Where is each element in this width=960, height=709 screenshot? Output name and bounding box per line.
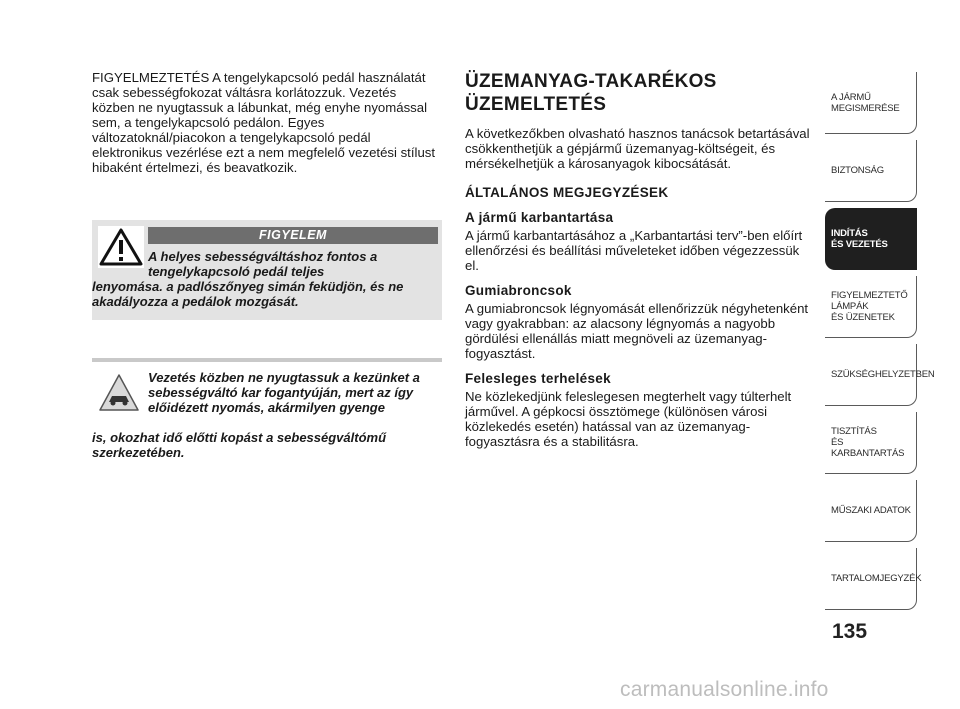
chapter-tabs — [825, 72, 935, 616]
tyres-heading: Gumiabroncsok — [465, 283, 572, 298]
loads-heading: Felesleges terhelések — [465, 371, 611, 386]
tab-label-line2: LÁMPÁK — [831, 301, 869, 312]
tab-label-line2: ÉS VEZETÉS — [831, 239, 888, 250]
caution-divider — [92, 358, 442, 362]
tab-starting-driving[interactable] — [825, 208, 917, 270]
tab-label-line1: BIZTONSÁG — [831, 165, 884, 176]
warning-text-top: A helyes sebességváltáshoz fontos a tengelykapcsoló pedál teljes — [148, 249, 378, 279]
caution-text-bottom: is, okozhat idő előtti kopást a sebességváltómű szerkezetében. — [92, 430, 387, 460]
maintenance-text: A jármű karbantartásához a „Karbantartási terv”-ben előírt ellenőrzési és beállítási műveleteket időben végezzessük el. — [465, 228, 803, 273]
tab-label-line3: ÉS ÜZENETEK — [831, 312, 895, 323]
loads-text: Ne közlekedjünk feleslegesen megterhelt vagy túlterhelt járművel. A gépkocsi össztömege (különösen városi közlekedés esetén) hatással van az üzemanyag-fogyasztásra és a stabilitásra. — [465, 389, 792, 449]
caution-box — [92, 358, 442, 458]
tab-safety[interactable] — [825, 140, 917, 202]
tab-label-line2: MEGISMERÉSE — [831, 102, 900, 114]
car-caution-icon — [98, 372, 140, 414]
caution-text-top: Vezetés közben ne nyugtassuk a kezünket a sebességváltó kar fogantyúján, mert az így előidézett nyomás, akármilyen gyenge — [148, 370, 420, 415]
tab-technical-data[interactable] — [825, 480, 917, 542]
right-column — [465, 70, 810, 449]
tab-label-line1: INDÍTÁS — [831, 228, 868, 239]
page-number: 135 — [832, 620, 868, 643]
clutch-notice: FIGYELMEZTETÉS A tengelykapcsoló pedál használatát csak sebességfokozat váltásra korlátozzuk. Vezetés közben ne nyugtassuk a lábunkat, még enyhe nyomással sem, a tengelykapcsoló pedálon. Egyes változatoknál/piacokon a tengelykapcsoló pedál elektronikus vezérlése ezt a nem megfelelő vezetési stílust hibaként értelmezi, és beavatkozik. — [92, 70, 436, 175]
tab-label-line1: TARTALOMJEGYZÉK — [831, 573, 922, 584]
tab-maintenance[interactable] — [825, 412, 917, 474]
tab-label-line1: SZÜKSÉGHELYZETBEN — [831, 369, 935, 380]
tab-emergency[interactable] — [825, 344, 935, 406]
tab-label-line1: MŰSZAKI ADATOK — [831, 505, 911, 516]
tab-label-line1: TISZTÍTÁS — [831, 426, 877, 437]
section-intro: A következőkben olvasható hasznos tanácsok betartásával csökkenthetjük a gépjármű üzemanyag-költségeit, és mérsékelhetjük a károsanyagok kibocsátását. — [465, 126, 810, 171]
section-title: ÜZEMANYAG-TAKARÉKOS ÜZEMELTETÉS — [465, 71, 717, 115]
tab-index[interactable] — [825, 548, 922, 610]
warning-heading: FIGYELEM — [148, 227, 438, 244]
tyres-text: A gumiabroncsok légnyomását ellenőrizzük négyhetenként vagy gyakrabban: az alacsony légnyomás a nagyobb gördülési ellenállás miatt megnöveli az üzemanyag-fogyasztást. — [465, 301, 809, 361]
warning-box — [92, 220, 442, 320]
tab-vehicle[interactable] — [825, 72, 917, 134]
tab-label-line2: ÉS KARBANTARTÁS — [831, 437, 905, 459]
maintenance-heading: A jármű karbantartása — [465, 210, 614, 225]
general-heading: ÁLTALÁNOS MEGJEGYZÉSEK — [465, 185, 669, 200]
tab-warnings[interactable] — [825, 276, 917, 338]
warning-triangle-icon — [98, 226, 144, 268]
tab-label-line1: A JÁRMŰ — [831, 91, 871, 103]
left-column — [92, 70, 442, 175]
warning-text-bottom: lenyomása. a padlószőnyeg simán feküdjön, és ne akadályozza a pedálok mozgását. — [92, 279, 404, 309]
tab-label-line1: FIGYELMEZTETŐ — [831, 290, 908, 301]
watermark: carmanualsonline.info — [620, 678, 829, 701]
